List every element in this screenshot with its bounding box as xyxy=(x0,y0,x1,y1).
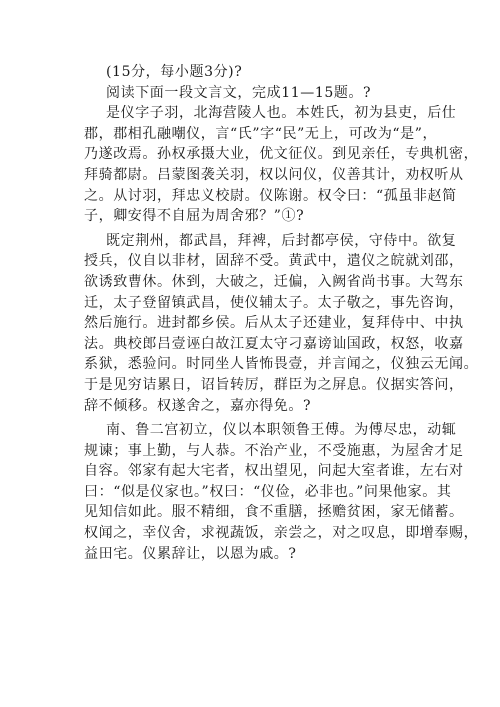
passage-line: 欲诱致曹休。休到，大破之，迁偏，入阙省尚书事。大驾东 xyxy=(84,273,464,290)
passage-line: 系狱，悉验问。时同坐人皆怖畏壹，并言闻之，仪独云无闻。 xyxy=(84,356,479,373)
passage-line: 南、鲁二宫初立，仪以本职领鲁王傅。为傅尽忠，动辄 xyxy=(106,422,457,439)
passage-line: 然后施行。进封都乡侯。后从太子还建业，复拜侍中、中执 xyxy=(84,315,464,332)
passage-line: 规谏；事上勤，与人恭。不治产业，不受施惠，为屋舍才足 xyxy=(84,442,464,459)
passage-line: 迁，太子登留镇武昌，使仪辅太子。太子敬之，事先咨询， xyxy=(84,294,464,311)
instruction-score: (15分，每小题3分)? xyxy=(106,64,243,80)
passage-line: 拜骑都尉。吕蒙图袭关羽，权以问仪，仪善其计，劝权听从 xyxy=(84,166,464,183)
passage-line: 见知信如此。服不精细，食不重膳，拯赡贫困，家无储蓄。 xyxy=(84,504,464,521)
passage-line: 子，卿安得不自屈为周舍邪？”①? xyxy=(84,208,305,225)
passage-line: 授兵，仪自以非材，固辞不受。黄武中，遣仪之皖就刘邵， xyxy=(84,253,464,270)
passage-line: 是仪字子羽，北海营陵人也。本姓氏，初为县吏，后仕 xyxy=(106,105,457,122)
passage-line: 于是见穷诘累日，诏旨转厉，群臣为之屏息。仪据实答问， xyxy=(84,376,464,393)
passage-line: 乃遂改焉。孙权承摄大业，优文征仪。到见亲任，专典机密， xyxy=(84,146,479,163)
passage-line: 法。典校郎吕壹诬白故江夏太守刁嘉谤讪国政，权怒，收嘉 xyxy=(84,335,464,352)
passage-line: 之。从讨羽，拜忠义校尉。仪陈谢。权令曰：“孤虽非赵简 xyxy=(84,187,457,204)
passage-line: 曰：“似是仪家也。”权曰：“仪俭，必非也。”问果他家。其 xyxy=(84,483,452,500)
passage-line: 既定荆州，都武昌，拜裨，后封都亭侯，守侍中。欲复 xyxy=(106,232,457,249)
passage-line: 自容。邻家有起大宅者，权出望见，问起大室者谁，左右对 xyxy=(84,463,464,480)
instruction-prompt: 阅读下面一段文言文，完成11—15题。? xyxy=(106,84,372,101)
passage-line: 郡，郡相孔融嘲仪，言“氏”字“民”无上，可改为“是”， xyxy=(84,125,438,142)
passage-line: 辞不倾移。权遂舍之，嘉亦得免。? xyxy=(84,397,312,414)
passage-line: 权闻之，幸仪舍，求视蔬饭，亲尝之，对之叹息，即增奉赐， xyxy=(84,525,479,542)
passage-text xyxy=(84,62,479,564)
passage-line: 益田宅。仪累辞让，以恩为戚。? xyxy=(84,545,297,562)
